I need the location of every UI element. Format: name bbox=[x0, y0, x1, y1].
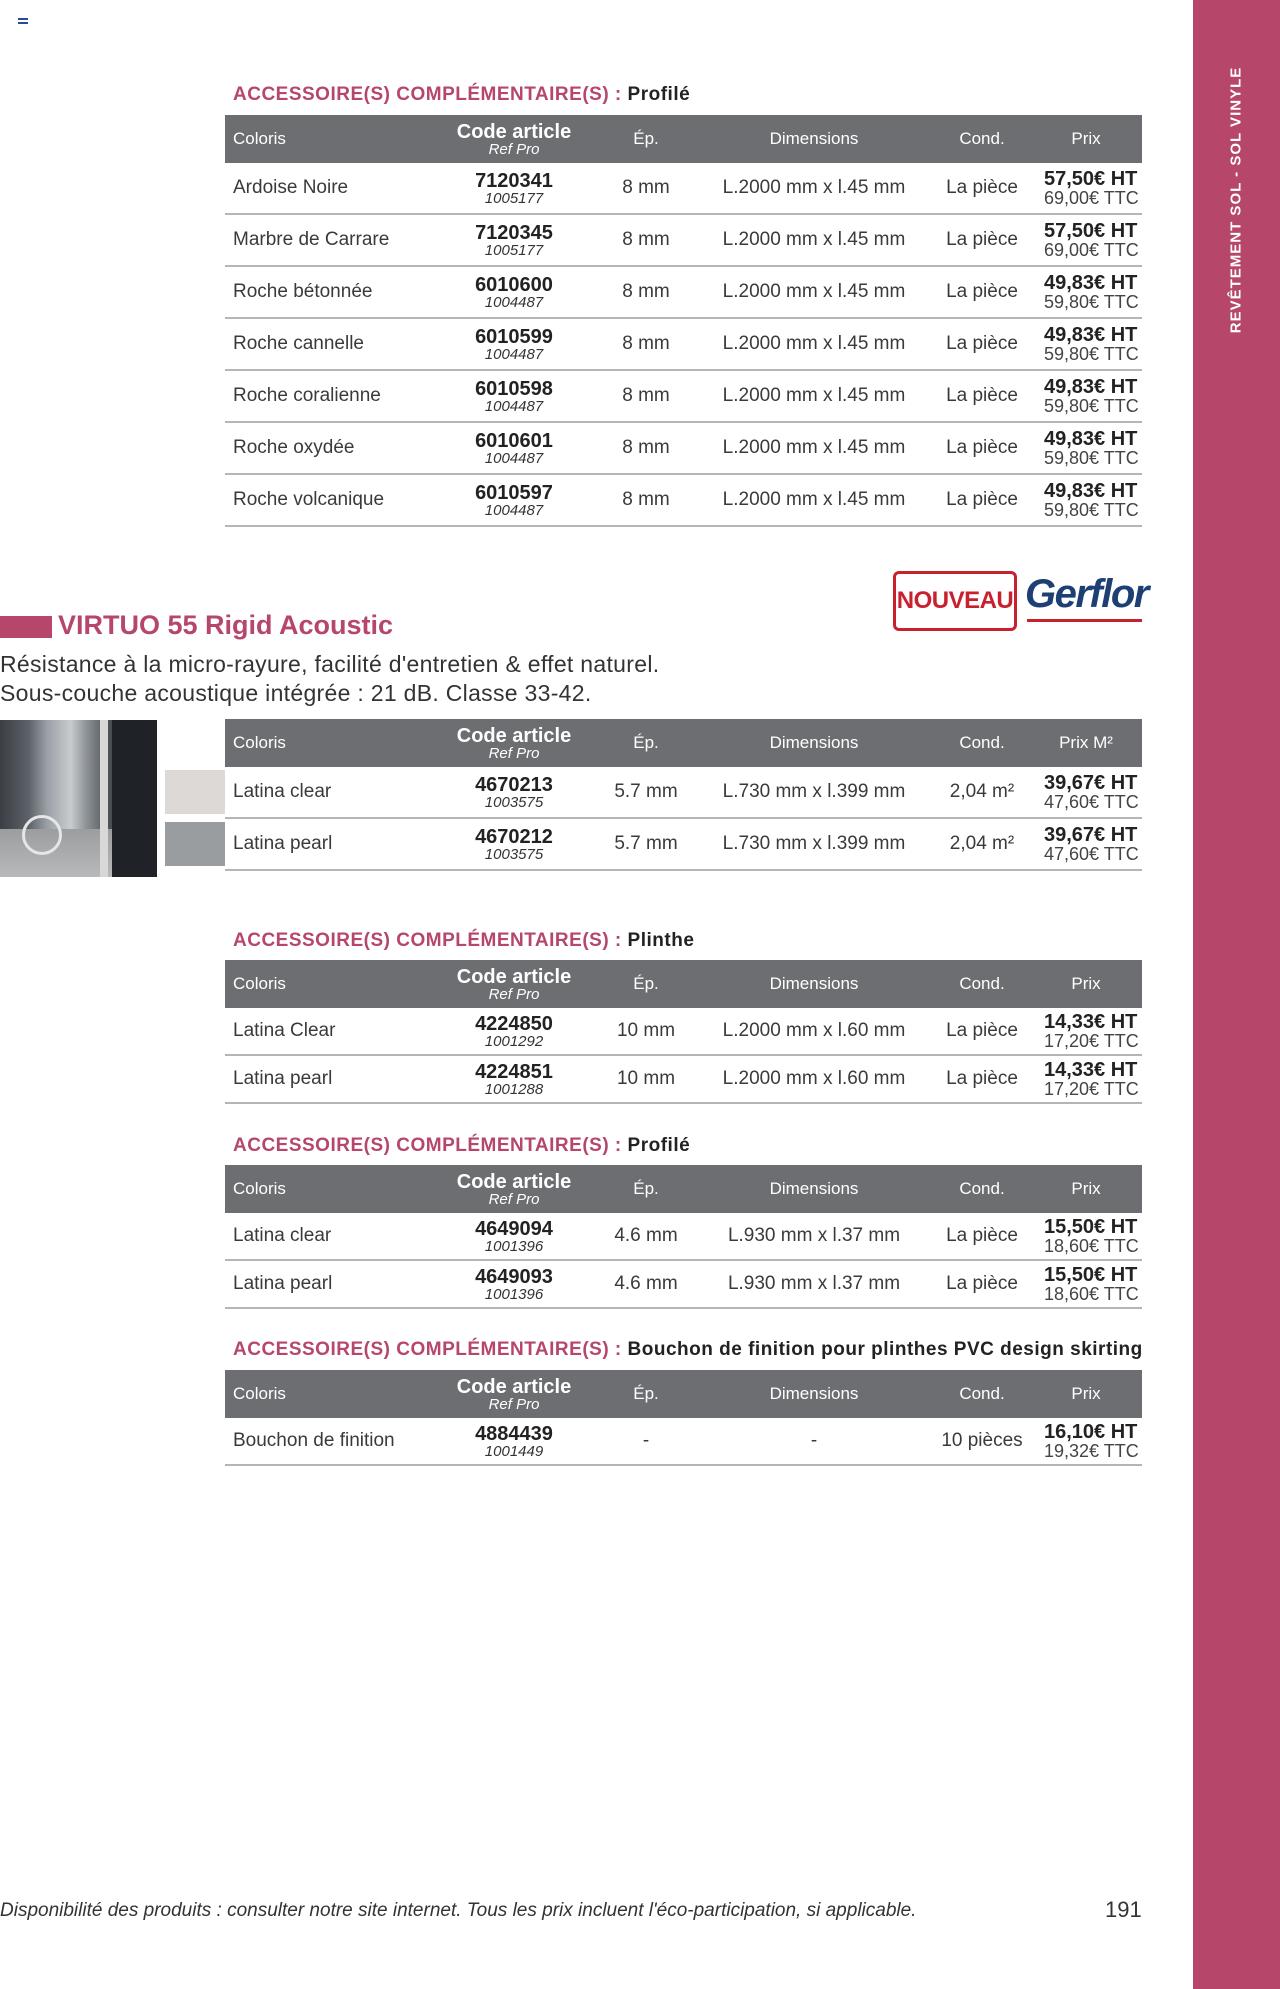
profile-table-2 bbox=[225, 1165, 1142, 1309]
section-title bbox=[233, 930, 694, 952]
header-prix: Prix bbox=[1030, 115, 1142, 163]
product-description-1: Résistance à la micro-rayure, facilité d'entretien & effet naturel. bbox=[0, 651, 660, 677]
header-ep: Ép. bbox=[598, 719, 694, 767]
cell-cond: La pièce bbox=[934, 318, 1030, 370]
header-cond: Cond. bbox=[934, 719, 1030, 767]
cell-ep: 4.6 mm bbox=[598, 1213, 694, 1260]
cell-code: 4670212 1003575 bbox=[430, 818, 598, 870]
header-code: Code article Ref Pro bbox=[430, 719, 598, 767]
cell-price: 15,50€ HT 18,60€ TTC bbox=[1030, 1260, 1142, 1308]
cell-price: 14,33€ HT 17,20€ TTC bbox=[1030, 1055, 1142, 1103]
cell-price: 14,33€ HT 17,20€ TTC bbox=[1030, 1008, 1142, 1055]
nouveau-badge: NOUVEAU bbox=[893, 571, 1017, 631]
cell-dimensions: L.2000 mm x l.45 mm bbox=[694, 422, 934, 474]
cell-dimensions: L.2000 mm x l.45 mm bbox=[694, 474, 934, 526]
cell-dimensions: L.2000 mm x l.45 mm bbox=[694, 318, 934, 370]
header-dimensions: Dimensions bbox=[694, 1165, 934, 1213]
header-coloris: Coloris bbox=[225, 1370, 430, 1418]
header-code: Code article Ref Pro bbox=[430, 960, 598, 1008]
table-row bbox=[225, 1008, 1142, 1055]
cell-code: 4224850 1001292 bbox=[430, 1008, 598, 1055]
page-number: 191 bbox=[1105, 1897, 1142, 1922]
cell-cond: La pièce bbox=[934, 1055, 1030, 1103]
header-ep: Ép. bbox=[598, 960, 694, 1008]
cell-ep: 8 mm bbox=[598, 474, 694, 526]
section-title bbox=[233, 84, 690, 106]
cell-price: 49,83€ HT 59,80€ TTC bbox=[1030, 370, 1142, 422]
cell-price: 49,83€ HT 59,80€ TTC bbox=[1030, 474, 1142, 526]
table-row bbox=[225, 266, 1142, 318]
cell-coloris: Roche volcanique bbox=[225, 474, 430, 526]
cell-dimensions: L.930 mm x l.37 mm bbox=[694, 1213, 934, 1260]
product-title: VIRTUO 55 Rigid Acoustic bbox=[58, 610, 394, 640]
table-row bbox=[225, 318, 1142, 370]
header-coloris: Coloris bbox=[225, 1165, 430, 1213]
table-header bbox=[225, 115, 1142, 163]
logo-underline bbox=[1027, 619, 1142, 622]
menu-icon[interactable] bbox=[18, 18, 28, 26]
table-row bbox=[225, 1418, 1142, 1465]
table-row bbox=[225, 163, 1142, 214]
bouchon-table bbox=[225, 1370, 1142, 1466]
cell-dimensions: - bbox=[694, 1418, 934, 1465]
cell-cond: La pièce bbox=[934, 422, 1030, 474]
table-row bbox=[225, 422, 1142, 474]
header-dimensions: Dimensions bbox=[694, 1370, 934, 1418]
cell-dimensions: L.2000 mm x l.45 mm bbox=[694, 163, 934, 214]
cell-code: 6010601 1004487 bbox=[430, 422, 598, 474]
cell-ep: 8 mm bbox=[598, 370, 694, 422]
section-subtitle: Plinthe bbox=[627, 930, 695, 951]
cell-ep: 8 mm bbox=[598, 214, 694, 266]
header-cond: Cond. bbox=[934, 115, 1030, 163]
product-description-2: Sous-couche acoustique intégrée : 21 dB. Classe 33-42. bbox=[0, 680, 592, 706]
cell-dimensions: L.2000 mm x l.45 mm bbox=[694, 266, 934, 318]
cell-price: 39,67€ HT 47,60€ TTC bbox=[1030, 818, 1142, 870]
table-header bbox=[225, 719, 1142, 767]
product-photo bbox=[0, 720, 157, 877]
cell-code: 6010599 1004487 bbox=[430, 318, 598, 370]
section-subtitle: Profilé bbox=[627, 84, 691, 105]
cell-code: 4224851 1001288 bbox=[430, 1055, 598, 1103]
cell-coloris: Roche bétonnée bbox=[225, 266, 430, 318]
cell-coloris: Latina Clear bbox=[225, 1008, 430, 1055]
gerflor-logo: Gerflor bbox=[1025, 572, 1148, 616]
cell-ep: 10 mm bbox=[598, 1055, 694, 1103]
cell-coloris: Ardoise Noire bbox=[225, 163, 430, 214]
cell-cond: 2,04 m² bbox=[934, 767, 1030, 818]
header-coloris: Coloris bbox=[225, 115, 430, 163]
cell-cond: La pièce bbox=[934, 163, 1030, 214]
cell-price: 16,10€ HT 19,32€ TTC bbox=[1030, 1418, 1142, 1465]
table-row bbox=[225, 1260, 1142, 1308]
table-row bbox=[225, 214, 1142, 266]
table-row bbox=[225, 1213, 1142, 1260]
cell-coloris: Bouchon de finition bbox=[225, 1418, 430, 1465]
header-prix: Prix bbox=[1030, 960, 1142, 1008]
header-ep: Ép. bbox=[598, 115, 694, 163]
cell-cond: 10 pièces bbox=[934, 1418, 1030, 1465]
section-title-label: ACCESSOIRE(S) COMPLÉMENTAIRE(S) : bbox=[233, 84, 622, 105]
cell-cond: La pièce bbox=[934, 474, 1030, 526]
section-subtitle: Profilé bbox=[627, 1135, 691, 1156]
cell-price: 15,50€ HT 18,60€ TTC bbox=[1030, 1213, 1142, 1260]
cell-coloris: Marbre de Carrare bbox=[225, 214, 430, 266]
cell-price: 49,83€ HT 59,80€ TTC bbox=[1030, 266, 1142, 318]
cell-dimensions: L.730 mm x l.399 mm bbox=[694, 818, 934, 870]
cell-price: 39,67€ HT 47,60€ TTC bbox=[1030, 767, 1142, 818]
cell-coloris: Latina pearl bbox=[225, 818, 430, 870]
cell-code: 4670213 1003575 bbox=[430, 767, 598, 818]
cell-coloris: Latina clear bbox=[225, 1213, 430, 1260]
cell-ep: 5.7 mm bbox=[598, 767, 694, 818]
header-coloris: Coloris bbox=[225, 960, 430, 1008]
cell-dimensions: L.930 mm x l.37 mm bbox=[694, 1260, 934, 1308]
cell-cond: La pièce bbox=[934, 370, 1030, 422]
cell-ep: 5.7 mm bbox=[598, 818, 694, 870]
cell-dimensions: L.2000 mm x l.60 mm bbox=[694, 1055, 934, 1103]
section-subtitle: Bouchon de finition pour plinthes PVC design skirting bbox=[627, 1339, 1143, 1360]
footer-note: Disponibilité des produits : consulter notre site internet. Tous les prix incluent l'éco-participation, si applicable. bbox=[0, 1900, 917, 1921]
header-dimensions: Dimensions bbox=[694, 960, 934, 1008]
cell-dimensions: L.2000 mm x l.45 mm bbox=[694, 214, 934, 266]
section-title bbox=[233, 1339, 1143, 1361]
cell-cond: La pièce bbox=[934, 1213, 1030, 1260]
cell-coloris: Roche coralienne bbox=[225, 370, 430, 422]
header-dimensions: Dimensions bbox=[694, 719, 934, 767]
header-prix: Prix bbox=[1030, 1165, 1142, 1213]
table-row bbox=[225, 767, 1142, 818]
cell-coloris: Latina pearl bbox=[225, 1055, 430, 1103]
cell-coloris: Roche cannelle bbox=[225, 318, 430, 370]
header-code: Code article Ref Pro bbox=[430, 115, 598, 163]
cell-cond: La pièce bbox=[934, 214, 1030, 266]
header-prix: Prix bbox=[1030, 1370, 1142, 1418]
header-cond: Cond. bbox=[934, 960, 1030, 1008]
cell-price: 49,83€ HT 59,80€ TTC bbox=[1030, 318, 1142, 370]
table-header bbox=[225, 1165, 1142, 1213]
table-row bbox=[225, 474, 1142, 526]
header-code: Code article Ref Pro bbox=[430, 1370, 598, 1418]
section-title bbox=[233, 1135, 690, 1157]
sidebar-label: REVÊTEMENT SOL - SOL VINYLE bbox=[1227, 66, 1245, 334]
cell-code: 6010598 1004487 bbox=[430, 370, 598, 422]
header-dimensions: Dimensions bbox=[694, 115, 934, 163]
product-table bbox=[225, 719, 1142, 871]
cell-ep: 8 mm bbox=[598, 318, 694, 370]
cell-code: 6010597 1004487 bbox=[430, 474, 598, 526]
cell-ep: 8 mm bbox=[598, 266, 694, 318]
cell-ep: 8 mm bbox=[598, 163, 694, 214]
cell-cond: La pièce bbox=[934, 1260, 1030, 1308]
header-code: Code article Ref Pro bbox=[430, 1165, 598, 1213]
table-row bbox=[225, 818, 1142, 870]
cell-cond: La pièce bbox=[934, 1008, 1030, 1055]
swatch-latina-pearl bbox=[165, 822, 225, 866]
cell-price: 57,50€ HT 69,00€ TTC bbox=[1030, 163, 1142, 214]
cell-dimensions: L.2000 mm x l.60 mm bbox=[694, 1008, 934, 1055]
cell-code: 4649093 1001396 bbox=[430, 1260, 598, 1308]
header-coloris: Coloris bbox=[225, 719, 430, 767]
cell-coloris: Latina pearl bbox=[225, 1260, 430, 1308]
header-cond: Cond. bbox=[934, 1165, 1030, 1213]
cell-ep: 4.6 mm bbox=[598, 1260, 694, 1308]
cell-coloris: Latina clear bbox=[225, 767, 430, 818]
plinthe-table bbox=[225, 960, 1142, 1104]
header-prix: Prix M² bbox=[1030, 719, 1142, 767]
cell-price: 49,83€ HT 59,80€ TTC bbox=[1030, 422, 1142, 474]
header-cond: Cond. bbox=[934, 1370, 1030, 1418]
table-row bbox=[225, 1055, 1142, 1103]
cell-code: 7120345 1005177 bbox=[430, 214, 598, 266]
swatch-latina-clear bbox=[165, 770, 225, 814]
cell-ep: 10 mm bbox=[598, 1008, 694, 1055]
cell-code: 4649094 1001396 bbox=[430, 1213, 598, 1260]
header-ep: Ép. bbox=[598, 1165, 694, 1213]
table-row bbox=[225, 370, 1142, 422]
cell-cond: La pièce bbox=[934, 266, 1030, 318]
cell-ep: - bbox=[598, 1418, 694, 1465]
cell-code: 4884439 1001449 bbox=[430, 1418, 598, 1465]
table-header bbox=[225, 960, 1142, 1008]
title-accent-bar bbox=[0, 616, 52, 638]
profile-table bbox=[225, 115, 1142, 527]
section-title-label: ACCESSOIRE(S) COMPLÉMENTAIRE(S) : bbox=[233, 1339, 622, 1360]
cell-cond: 2,04 m² bbox=[934, 818, 1030, 870]
table-header bbox=[225, 1370, 1142, 1418]
cell-dimensions: L.2000 mm x l.45 mm bbox=[694, 370, 934, 422]
cell-code: 7120341 1005177 bbox=[430, 163, 598, 214]
cell-ep: 8 mm bbox=[598, 422, 694, 474]
cell-dimensions: L.730 mm x l.399 mm bbox=[694, 767, 934, 818]
header-ep: Ép. bbox=[598, 1370, 694, 1418]
cell-price: 57,50€ HT 69,00€ TTC bbox=[1030, 214, 1142, 266]
cell-coloris: Roche oxydée bbox=[225, 422, 430, 474]
section-title-label: ACCESSOIRE(S) COMPLÉMENTAIRE(S) : bbox=[233, 1135, 622, 1156]
cell-code: 6010600 1004487 bbox=[430, 266, 598, 318]
section-title-label: ACCESSOIRE(S) COMPLÉMENTAIRE(S) : bbox=[233, 930, 622, 951]
